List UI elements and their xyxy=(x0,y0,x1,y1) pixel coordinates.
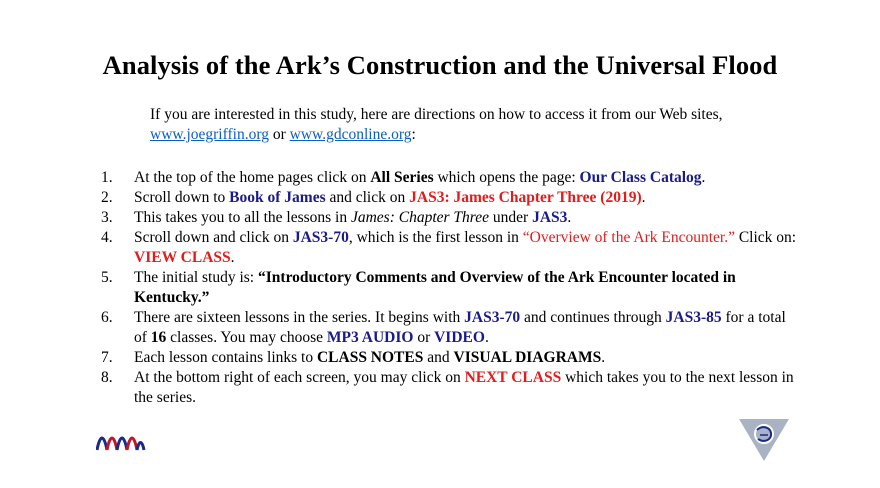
list-item xyxy=(101,368,801,408)
jas3-70-label: JAS3-70 xyxy=(292,229,349,246)
list-item xyxy=(101,268,801,308)
step-text: which takes you to the next lesson in the series. xyxy=(134,369,794,406)
step-text: . xyxy=(601,349,606,366)
step-text: Click on: xyxy=(734,229,797,246)
step-text: Each lesson contains links to xyxy=(134,349,317,366)
step-text: . xyxy=(484,329,489,346)
jas3-85-label: JAS3-85 xyxy=(665,309,722,326)
all-series-label: All Series xyxy=(370,169,434,186)
waves-logo-icon xyxy=(96,430,146,459)
video-label: VIDEO xyxy=(434,329,485,346)
directions-list xyxy=(101,168,801,408)
joegriffin-link[interactable]: www.joegriffin.org xyxy=(150,126,269,143)
overview-label: “Overview of the Ark Encounter.” xyxy=(522,229,735,246)
step-text: . xyxy=(230,249,235,266)
class-catalog-label: Our Class Catalog xyxy=(579,169,702,186)
step-text: under xyxy=(489,209,533,226)
list-number: 5. xyxy=(101,269,113,286)
list-number: 7. xyxy=(101,349,113,366)
list-item xyxy=(101,228,801,268)
list-item xyxy=(101,208,801,228)
list-item xyxy=(101,348,801,368)
intro-colon: : xyxy=(411,126,416,143)
list-number: 3. xyxy=(101,209,113,226)
jas3-70-label: JAS3-70 xyxy=(464,309,521,326)
james-chapter-three-label: James: Chapter Three xyxy=(350,209,490,226)
class-count: 16 xyxy=(150,329,167,346)
list-item xyxy=(101,308,801,348)
jas3-label: JAS3 xyxy=(532,209,568,226)
step-text: Scroll down to xyxy=(134,189,230,206)
list-number: 2. xyxy=(101,189,113,206)
list-number: 8. xyxy=(101,369,113,386)
step-text: for a total of xyxy=(134,309,786,346)
step-text: which opens the page: xyxy=(433,169,580,186)
list-item xyxy=(101,168,801,188)
mp3-audio-label: MP3 AUDIO xyxy=(326,329,414,346)
step-text: , which is the first lesson in xyxy=(348,229,523,246)
book-of-james-label: Book of James xyxy=(229,189,326,206)
gdconline-link[interactable]: www.gdconline.org xyxy=(289,126,412,143)
class-notes-label: CLASS NOTES xyxy=(316,349,424,366)
step-text: The initial study is: xyxy=(134,269,258,286)
visual-diagrams-label: VISUAL DIAGRAMS xyxy=(453,349,602,366)
page-title: Analysis of the Ark’s Construction and the Universal Flood xyxy=(102,50,778,80)
list-number: 6. xyxy=(101,309,113,326)
step-text: . xyxy=(701,169,706,186)
initial-study-title: “Introductory Comments and Overview of the Ark Encounter located in Kentucky.” xyxy=(134,269,736,306)
step-text: and continues through xyxy=(520,309,666,326)
intro-paragraph xyxy=(150,105,800,145)
jas3-series-label: JAS3: James Chapter Three (2019) xyxy=(409,189,642,206)
step-text: At the top of the home pages click on xyxy=(134,169,371,186)
step-text: . xyxy=(567,209,572,226)
view-class-label: VIEW CLASS xyxy=(134,249,231,266)
list-number: 4. xyxy=(101,229,113,246)
step-text: At the bottom right of each screen, you may click on xyxy=(134,369,465,386)
step-text: classes. You may choose xyxy=(166,329,327,346)
step-text: and click on xyxy=(325,189,410,206)
list-item xyxy=(101,188,801,208)
step-text: Scroll down and click on xyxy=(134,229,293,246)
step-text: and xyxy=(423,349,454,366)
intro-or-text: or xyxy=(268,126,290,143)
step-text: There are sixteen lessons in the series. It begins with xyxy=(134,309,465,326)
step-text: or xyxy=(413,329,435,346)
step-text: This takes you to all the lessons in xyxy=(134,209,351,226)
intro-text: If you are interested in this study, here are directions on how to access it from our Web sites, xyxy=(150,106,723,123)
step-text: . xyxy=(641,189,646,206)
triangle-seal-logo-icon xyxy=(738,418,790,467)
list-number: 1. xyxy=(101,169,113,186)
next-class-label: NEXT CLASS xyxy=(464,369,562,386)
